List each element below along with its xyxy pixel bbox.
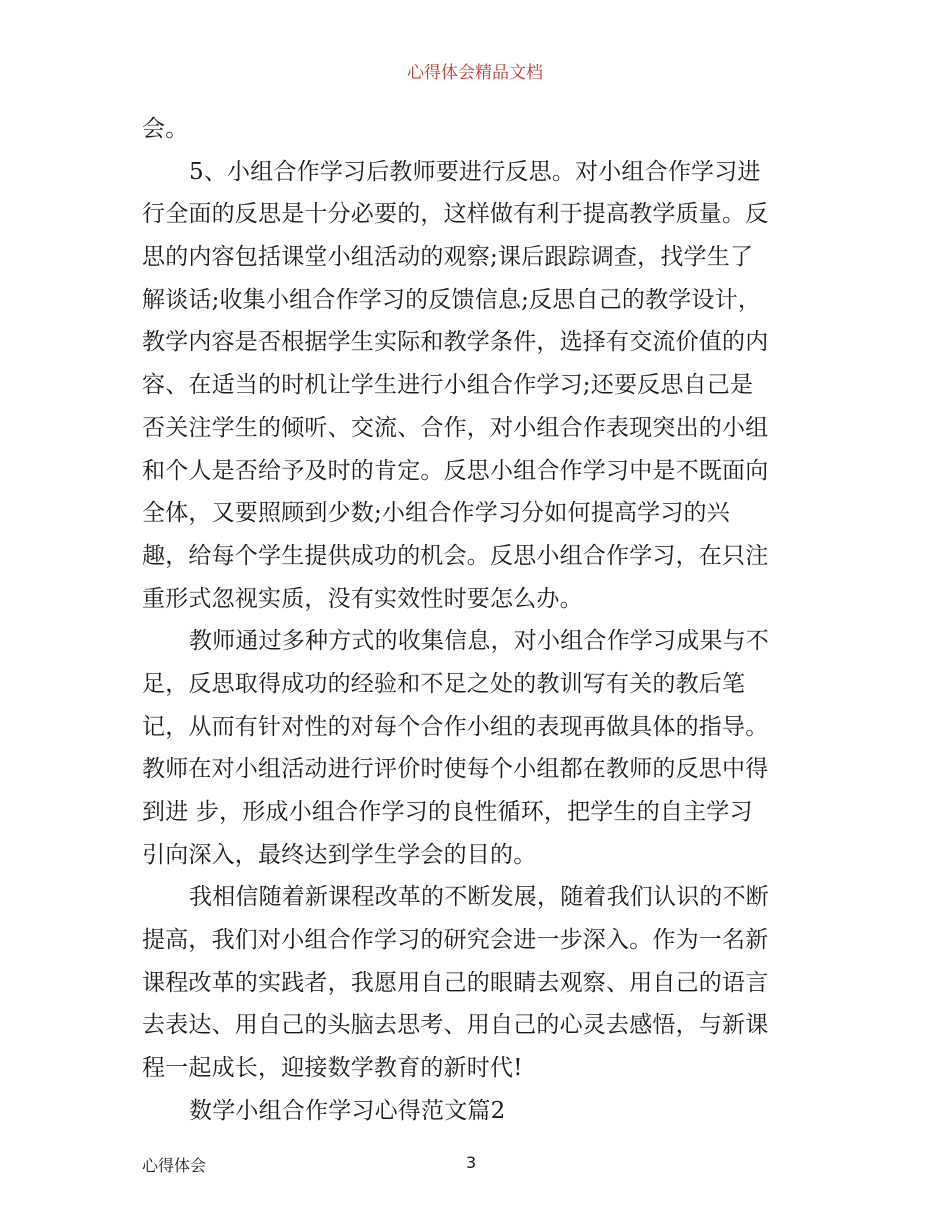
text-line: 教学内容是否根据学生实际和教学条件，选择有交流价值的内 [142,329,769,356]
text-line: 趣，给每个学生提供成功的机会。反思小组合作学习，在只注 [142,542,769,569]
text-line: 教师在对小组活动进行评价时使每个小组都在教师的反思中得 [142,756,769,783]
document-body [142,111,822,1136]
text-line: 课程改革的实践者，我愿用自己的眼睛去观察、用自己的语言 [142,969,769,996]
paragraph-start-line: 教师通过多种方式的收集信息，对小组合作学习成果与不 [189,628,769,655]
paragraph-start-line: 我相信随着新课程改革的不断发展，随着我们认识的不断 [189,884,769,911]
page-number: 3 [466,1153,477,1172]
text-line: 会。 [142,116,189,142]
text-line: 重形式忽视实质，没有实效性时要怎么办。 [142,585,583,612]
text-line: 行全面的反思是十分必要的，这样做有利于提高教学质量。反 [142,201,769,228]
text-line: 程一起成长，迎接数学教育的新时代! [142,1055,523,1082]
text-line: 解谈话;收集小组合作学习的反馈信息;反思自己的教学设计， [142,286,762,313]
section-heading: 数学小组合作学习心得范文篇2 [189,1097,506,1124]
text-line: 否关注学生的倾听、交流、合作，对小组合作表现突出的小组 [142,414,769,441]
text-line: 和个人是否给予及时的肯定。反思小组合作学习中是不既面向 [142,457,769,484]
page-header-title: 心得体会精品文档 [407,63,543,83]
text-line: 引向深入，最终达到学生学会的目的。 [142,841,537,868]
text-line: 足，反思取得成功的经验和不足之处的教训写有关的教后笔 [142,670,746,697]
text-line: 到进 步，形成小组合作学习的良性循环，把学生的自主学习 [142,799,753,825]
text-line: 去表达、用自己的头脑去思考、用自己的心灵去感悟，与新课 [142,1012,769,1039]
footer-label: 心得体会 [142,1156,207,1175]
paragraph-start-line: 5、小组合作学习后教师要进行反思。对小组合作学习进 [189,158,761,185]
text-line: 记，从而有针对性的对每个合作小组的表现再做具体的指导。 [142,713,769,740]
text-line: 提高，我们对小组合作学习的研究会进一步深入。作为一名新 [142,927,769,954]
text-line: 全体，又要照顾到少数;小组合作学习分如何提高学习的兴 [142,500,730,527]
text-line: 思的内容包括课堂小组活动的观察;课后跟踪调查，找学生了 [142,244,754,271]
text-line: 容、在适当的时机让学生进行小组合作学习;还要反思自己是 [142,372,754,399]
